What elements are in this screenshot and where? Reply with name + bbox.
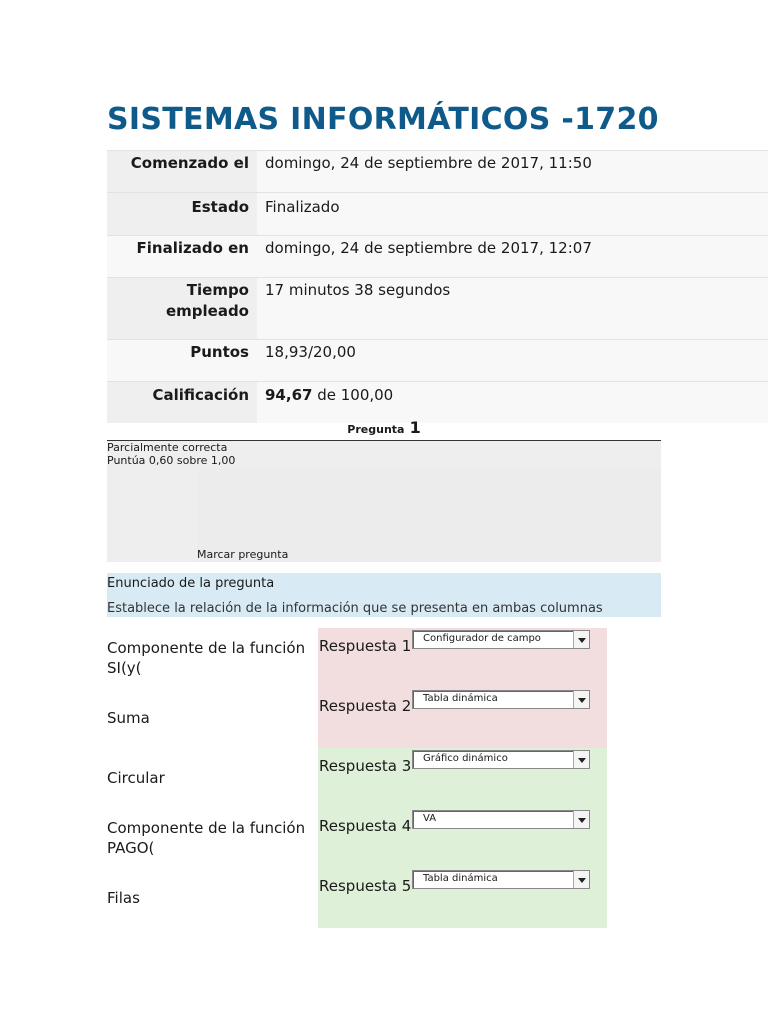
- answer-label: Respuesta 1: [319, 637, 412, 655]
- answer-label: Respuesta 4: [319, 817, 412, 835]
- summary-value: domingo, 24 de septiembre de 2017, 11:50: [257, 151, 768, 192]
- summary-label: Puntos: [107, 340, 257, 381]
- answer-select[interactable]: [412, 690, 590, 709]
- match-row: [107, 688, 607, 748]
- match-stem: Circular: [107, 769, 165, 787]
- answer-cell-correct: [318, 748, 607, 808]
- summary-value: [257, 382, 768, 423]
- answer-select[interactable]: [412, 810, 590, 829]
- match-row: [107, 628, 607, 688]
- answer-cell-correct: [318, 808, 607, 868]
- selected-option: Gráfico dinámico: [423, 753, 508, 764]
- summary-row-grade: [107, 381, 768, 423]
- match-stem: Suma: [107, 709, 150, 727]
- summary-row-finished: [107, 235, 768, 277]
- summary-value: 17 minutos 38 segundos: [257, 278, 768, 339]
- match-row: [107, 808, 607, 868]
- summary-label: Calificación: [107, 382, 257, 423]
- summary-label: Estado: [107, 193, 257, 235]
- grade-value: 94,67: [265, 386, 313, 404]
- flag-question-link[interactable]: Marcar pregunta: [197, 548, 289, 561]
- stem-text: Establece la relación de la información que se presenta en ambas columnas: [107, 601, 603, 616]
- summary-label: Tiempo empleado: [107, 278, 257, 339]
- answer-label: Respuesta 3: [319, 757, 412, 775]
- dropdown-arrow-icon[interactable]: [573, 751, 589, 768]
- summary-label: Comenzado el: [107, 151, 257, 192]
- summary-row-started: [107, 150, 768, 192]
- summary-row-points: [107, 339, 768, 381]
- selected-option: Configurador de campo: [423, 633, 541, 644]
- summary-label: Finalizado en: [107, 236, 257, 277]
- dropdown-arrow-icon[interactable]: [573, 691, 589, 708]
- answer-label: Respuesta 5: [319, 877, 412, 895]
- question-info-panel: [107, 441, 661, 562]
- question-state: Parcialmente correcta: [107, 441, 228, 454]
- dropdown-arrow-icon[interactable]: [573, 811, 589, 828]
- stem-heading: Enunciado de la pregunta: [107, 576, 275, 591]
- summary-value: 18,93/20,00: [257, 340, 768, 381]
- summary-row-state: [107, 192, 768, 235]
- match-row: [107, 748, 607, 808]
- dropdown-arrow-icon[interactable]: [573, 871, 589, 888]
- matching-table: [107, 628, 607, 928]
- question-number: 1: [409, 418, 421, 437]
- selected-option: Tabla dinámica: [423, 873, 498, 884]
- answer-select[interactable]: [412, 750, 590, 769]
- grade-max: de 100,00: [312, 386, 394, 404]
- answer-select[interactable]: [412, 870, 590, 889]
- question-grade: Puntúa 0,60 sobre 1,00: [107, 454, 236, 467]
- selected-option: VA: [423, 813, 437, 824]
- match-row: [107, 868, 607, 928]
- dropdown-arrow-icon[interactable]: [573, 631, 589, 648]
- match-stem: Componente de la función PAGO(: [107, 819, 306, 857]
- answer-select[interactable]: [412, 630, 590, 649]
- answer-cell-correct: [318, 868, 607, 928]
- match-stem: Componente de la función SI(y(: [107, 639, 306, 677]
- summary-row-time-taken: [107, 277, 768, 339]
- answer-cell-incorrect: [318, 628, 607, 688]
- summary-value: domingo, 24 de septiembre de 2017, 12:07: [257, 236, 768, 277]
- selected-option: Tabla dinámica: [423, 693, 498, 704]
- question-word: Pregunta: [347, 423, 405, 436]
- match-stem: Filas: [107, 889, 140, 907]
- answer-cell-incorrect: [318, 688, 607, 748]
- attempt-summary-table: [107, 150, 768, 423]
- page-title: SISTEMAS INFORMÁTICOS -1720: [107, 102, 659, 137]
- question-status: [107, 441, 235, 467]
- answer-label: Respuesta 2: [319, 697, 412, 715]
- question-stem: [107, 573, 661, 617]
- summary-value: Finalizado: [257, 193, 768, 235]
- question-header: [107, 418, 661, 441]
